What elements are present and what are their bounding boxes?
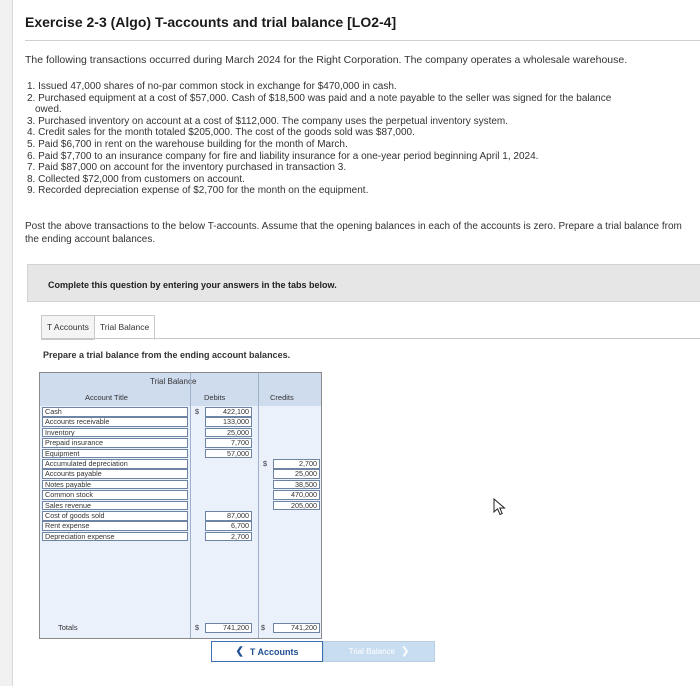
tab-prompt: Prepare a trial balance from the ending account balances. (43, 350, 291, 360)
title-divider (25, 40, 700, 41)
table-row (40, 459, 321, 469)
totals-row (40, 623, 321, 633)
account-title-input[interactable]: Prepaid insurance (42, 438, 188, 448)
debit-amount-input[interactable]: 87,000 (205, 511, 252, 521)
credit-amount-input[interactable]: 38,500 (273, 480, 320, 490)
chevron-left-icon: ❮ (235, 646, 244, 657)
credit-amount-input[interactable]: 470,000 (273, 490, 320, 500)
debit-amount-input[interactable]: 2,700 (205, 532, 252, 542)
chevron-right-icon: ❯ (401, 646, 410, 657)
transaction-item: 4. Credit sales for the month totaled $205,000. The cost of the goods sold was $87,000. (27, 127, 415, 139)
next-tab-button[interactable] (323, 641, 435, 662)
next-tab-label: Trial Balance (348, 647, 395, 656)
banner-text: Complete this question by entering your answers in the tabs below. (48, 280, 337, 290)
debit-amount-input[interactable]: 422,100 (205, 407, 252, 417)
credit-amount-input[interactable]: 205,000 (273, 501, 320, 511)
transaction-item: 3. Purchased inventory on account at a cost of $112,000. The company uses the perpetual inventory system. (27, 115, 509, 127)
account-title-input[interactable]: Accumulated depreciation (42, 459, 188, 469)
account-title-input[interactable]: Accounts payable (42, 469, 188, 479)
trial-balance-title: Trial Balance (150, 377, 197, 386)
table-row (40, 490, 321, 500)
debit-amount-input[interactable]: 6,700 (205, 521, 252, 531)
tab-trial-balance[interactable]: Trial Balance (94, 315, 155, 340)
account-title-input[interactable]: Cash (42, 407, 188, 417)
totals-label: Totals (58, 623, 78, 632)
previous-tab-button[interactable] (211, 641, 323, 662)
debit-amount-input[interactable]: 7,700 (205, 438, 252, 448)
table-row (40, 501, 321, 511)
transaction-item: 6. Paid $7,700 to an insurance company for fire and liability insurance for a one-year period beginning April 1, 2024. (27, 150, 539, 162)
window-edge (0, 0, 13, 686)
account-title-input[interactable]: Cost of goods sold (42, 511, 188, 521)
transaction-item: 2. Purchased equipment at a cost of $57,000. Cash of $18,500 was paid and a note payable to the seller was signed for the balance (27, 92, 612, 104)
account-title-input[interactable]: Depreciation expense (42, 532, 188, 542)
mouse-pointer-icon (493, 498, 507, 516)
table-row (40, 532, 321, 542)
column-header-account: Account Title (85, 393, 128, 402)
transaction-list (25, 81, 685, 197)
total-debits-value: 741,200 (205, 623, 252, 633)
debit-currency-sign: $ (195, 407, 199, 416)
transaction-item: 8. Collected $72,000 from customers on account. (27, 173, 245, 185)
exercise-title: Exercise 2-3 (Algo) T-accounts and trial balance [LO2-4] (25, 14, 397, 30)
totals-debit-currency: $ (195, 623, 199, 632)
trial-balance-header (40, 373, 321, 406)
column-header-credits: Credits (270, 393, 294, 402)
instructions: Post the above transactions to the below T-accounts. Assume that the opening balances in each of the accounts is zero. Prepare a trial balance from the ending account balances. (25, 221, 682, 245)
table-row (40, 511, 321, 521)
transaction-item: 5. Paid $6,700 in rent on the warehouse building for the month of March. (27, 138, 348, 150)
answer-tabs (41, 315, 155, 338)
credit-amount-input[interactable]: 2,700 (273, 459, 320, 469)
transaction-item: 7. Paid $87,000 on account for the inventory purchased in transaction 3. (27, 162, 347, 174)
table-row (40, 521, 321, 531)
table-row (40, 417, 321, 427)
tab-panel-divider (41, 338, 700, 339)
debit-amount-input[interactable]: 25,000 (205, 428, 252, 438)
transaction-item: 9. Recorded depreciation expense of $2,700 for the month on the equipment. (27, 185, 369, 197)
transaction-item-continued: owed. (35, 104, 62, 116)
account-title-input[interactable]: Accounts receivable (42, 417, 188, 427)
totals-credit-currency: $ (261, 623, 265, 632)
transaction-item: 1. Issued 47,000 shares of no-par common stock in exchange for $470,000 in cash. (27, 81, 397, 92)
credit-currency-sign: $ (263, 459, 267, 468)
table-row (40, 438, 321, 448)
answer-banner (27, 264, 700, 302)
account-title-input[interactable]: Common stock (42, 490, 188, 500)
total-credits-value: 741,200 (273, 623, 320, 633)
credit-amount-input[interactable]: 25,000 (273, 469, 320, 479)
table-row (40, 480, 321, 490)
table-row (40, 469, 321, 479)
trial-balance-table (39, 372, 322, 639)
previous-tab-label: T Accounts (249, 646, 299, 657)
column-header-debits: Debits (204, 393, 226, 402)
account-title-input[interactable]: Equipment (42, 449, 188, 459)
tab-t-accounts[interactable]: T Accounts (41, 315, 95, 340)
table-row (40, 428, 321, 438)
exercise-intro: The following transactions occurred during March 2024 for the Right Corporation. The company operates a wholesale warehouse. (25, 54, 628, 66)
account-title-input[interactable]: Rent expense (42, 521, 188, 531)
account-title-input[interactable]: Inventory (42, 428, 188, 438)
account-title-input[interactable]: Sales revenue (42, 501, 188, 511)
table-row (40, 407, 321, 417)
debit-amount-input[interactable]: 57,000 (205, 449, 252, 459)
debit-amount-input[interactable]: 133,000 (205, 417, 252, 427)
account-title-input[interactable]: Notes payable (42, 480, 188, 490)
table-row (40, 449, 321, 459)
